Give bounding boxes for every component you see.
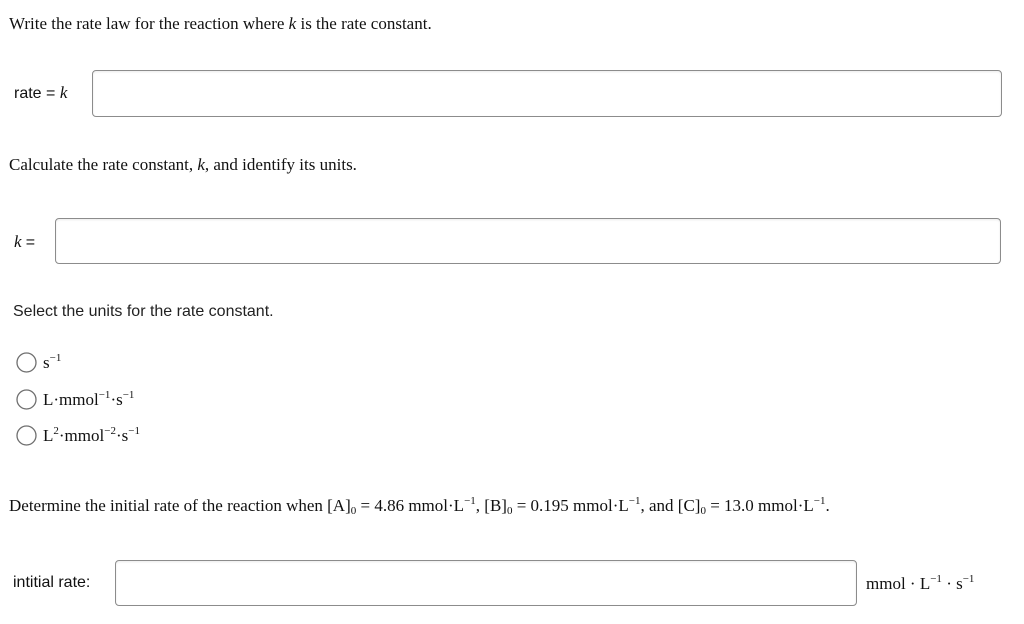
unit-option-label: $s^{-1}$ [43, 351, 62, 372]
unit-option-3[interactable] [16, 425, 140, 446]
units-prompt: Select the units for the rate constant. [13, 303, 274, 320]
initial-rate-label: intitial rate: [13, 574, 91, 591]
radio-button[interactable] [16, 425, 37, 446]
initial-rate-prompt: Determine the initial rate of the reaction when $[A]_0 = 4.86$ $mmol\cdot L^{-1}$, $[B]_0 = 0.195$ $mmol\cdot L^{-1}$, and $[C]_0 = 13.0$ $mmol\cdot L^{-1}$. [9, 495, 830, 517]
unit-option-label: $L^2\cdot mmol^{-2}\cdot s^{-1}$ [43, 424, 140, 445]
rate-law-input[interactable] [92, 70, 1002, 117]
radio-button[interactable] [16, 352, 37, 373]
k-symbol: k [59, 83, 68, 102]
radio-button[interactable] [16, 389, 37, 410]
rate-law-prompt [9, 14, 432, 34]
k-symbol: k [14, 232, 22, 251]
prompt-text: is the rate constant. [296, 14, 432, 33]
unit-option-2[interactable] [16, 389, 134, 410]
prompt-text: Calculate the rate constant, [9, 155, 198, 174]
rate-label-text: rate = [14, 85, 56, 102]
prompt-text: , and identify its units. [204, 155, 357, 174]
equals-sign: = [25, 234, 36, 251]
prompt-text: Write the rate law for the reaction where [9, 14, 289, 33]
k-symbol: k [288, 14, 297, 33]
unit-option-label: $L\cdot mmol^{-1}\cdot s^{-1}$ [43, 388, 135, 409]
rate-constant-prompt [9, 155, 357, 175]
k-symbol: k [197, 155, 205, 174]
initial-rate-units: mmol · $L^{-1} \cdot s^{-1}$ [866, 573, 975, 593]
initial-rate-input[interactable] [115, 560, 857, 606]
unit-option-1[interactable] [16, 352, 61, 373]
rate-label [14, 83, 67, 103]
k-label [14, 232, 35, 252]
rate-constant-input[interactable] [55, 218, 1001, 264]
